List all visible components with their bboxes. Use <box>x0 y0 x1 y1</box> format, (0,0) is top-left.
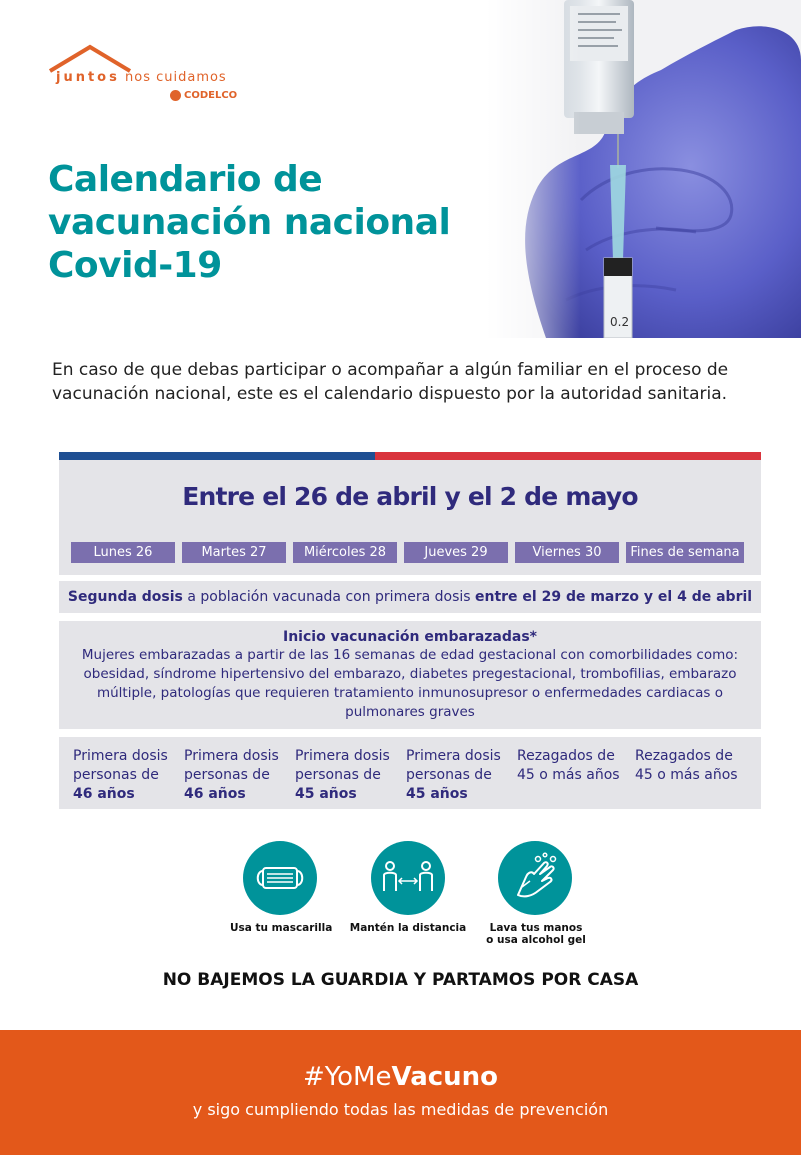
face-mask-icon <box>243 841 317 915</box>
day-label-jueves: Jueves 29 <box>404 542 508 563</box>
days-row <box>71 542 744 563</box>
group-miercoles: Primera dosis personas de 45 años <box>295 748 390 802</box>
flag-stripe-blue <box>59 452 375 460</box>
first-dose-groups-panel <box>59 737 761 809</box>
juntos-nos-cuidamos-logo <box>48 44 248 104</box>
flag-stripe-red <box>375 452 761 460</box>
day-label-martes: Martes 27 <box>182 542 286 563</box>
codelco-brand: CODELCO <box>170 90 237 101</box>
second-dose-panel: Segunda dosis a población vacunada con primera dosis entre el 29 de marzo y el 4 de abril <box>59 581 761 613</box>
measure-label-distance: Mantén la distancia <box>349 922 467 934</box>
group-martes: Primera dosis personas de 46 años <box>184 748 279 802</box>
calendar-heading: Entre el 26 de abril y el 2 de mayo <box>182 482 638 511</box>
pregnant-description: Mujeres embarazadas a partir de las 16 semanas de edad gestacional con comorbilidades como: obesidad, síndrome hipertensivo del embarazo, diabetes pregestacional, trombofilias, embarazo múltiple, patologías que requieren tratamiento inmunosupresor o enfermedades cardiacas o pulmonares graves <box>81 647 739 720</box>
slogan: NO BAJEMOS LA GUARDIA Y PARTAMOS POR CASA <box>162 970 639 990</box>
day-label-lunes: Lunes 26 <box>71 542 175 563</box>
logo-text: juntos nos cuidamos <box>56 70 227 85</box>
hand-wash-icon <box>498 841 572 915</box>
calendar-header-card <box>59 460 761 575</box>
day-label-miercoles: Miércoles 28 <box>293 542 397 563</box>
pregnant-vaccination-panel <box>59 621 761 729</box>
group-jueves: Primera dosis personas de 45 años <box>406 748 501 802</box>
hashtag: #YoMeVacuno <box>302 1062 499 1092</box>
pregnant-heading: Inicio vacunación embarazadas* <box>283 629 537 645</box>
footer-banner <box>0 1030 801 1155</box>
measure-label-mask: Usa tu mascarilla <box>230 922 333 934</box>
group-fines-de-semana: Rezagados de 45 o más años <box>635 748 738 783</box>
vaccine-syringe-photo <box>486 0 801 338</box>
measure-label-hands: Lava tus manos o usa alcohol gel <box>486 922 586 946</box>
group-viernes: Rezagados de 45 o más años <box>517 748 620 783</box>
footer-subtitle: y sigo cumpliendo todas las medidas de prevención <box>192 1100 609 1119</box>
intro-paragraph: En caso de que debas participar o acompañar a algún familiar en el proceso de vacunación nacional, este es el calendario dispuesto por la autoridad sanitaria. <box>52 360 729 404</box>
group-lunes: Primera dosis personas de 46 años <box>73 748 168 802</box>
social-distance-icon <box>371 841 445 915</box>
page-title: Calendario de vacunación nacional Covid-19 <box>48 159 451 286</box>
day-label-fines-de-semana: Fines de semana <box>626 542 744 563</box>
day-label-viernes: Viernes 30 <box>515 542 619 563</box>
codelco-emblem-icon <box>170 90 181 101</box>
